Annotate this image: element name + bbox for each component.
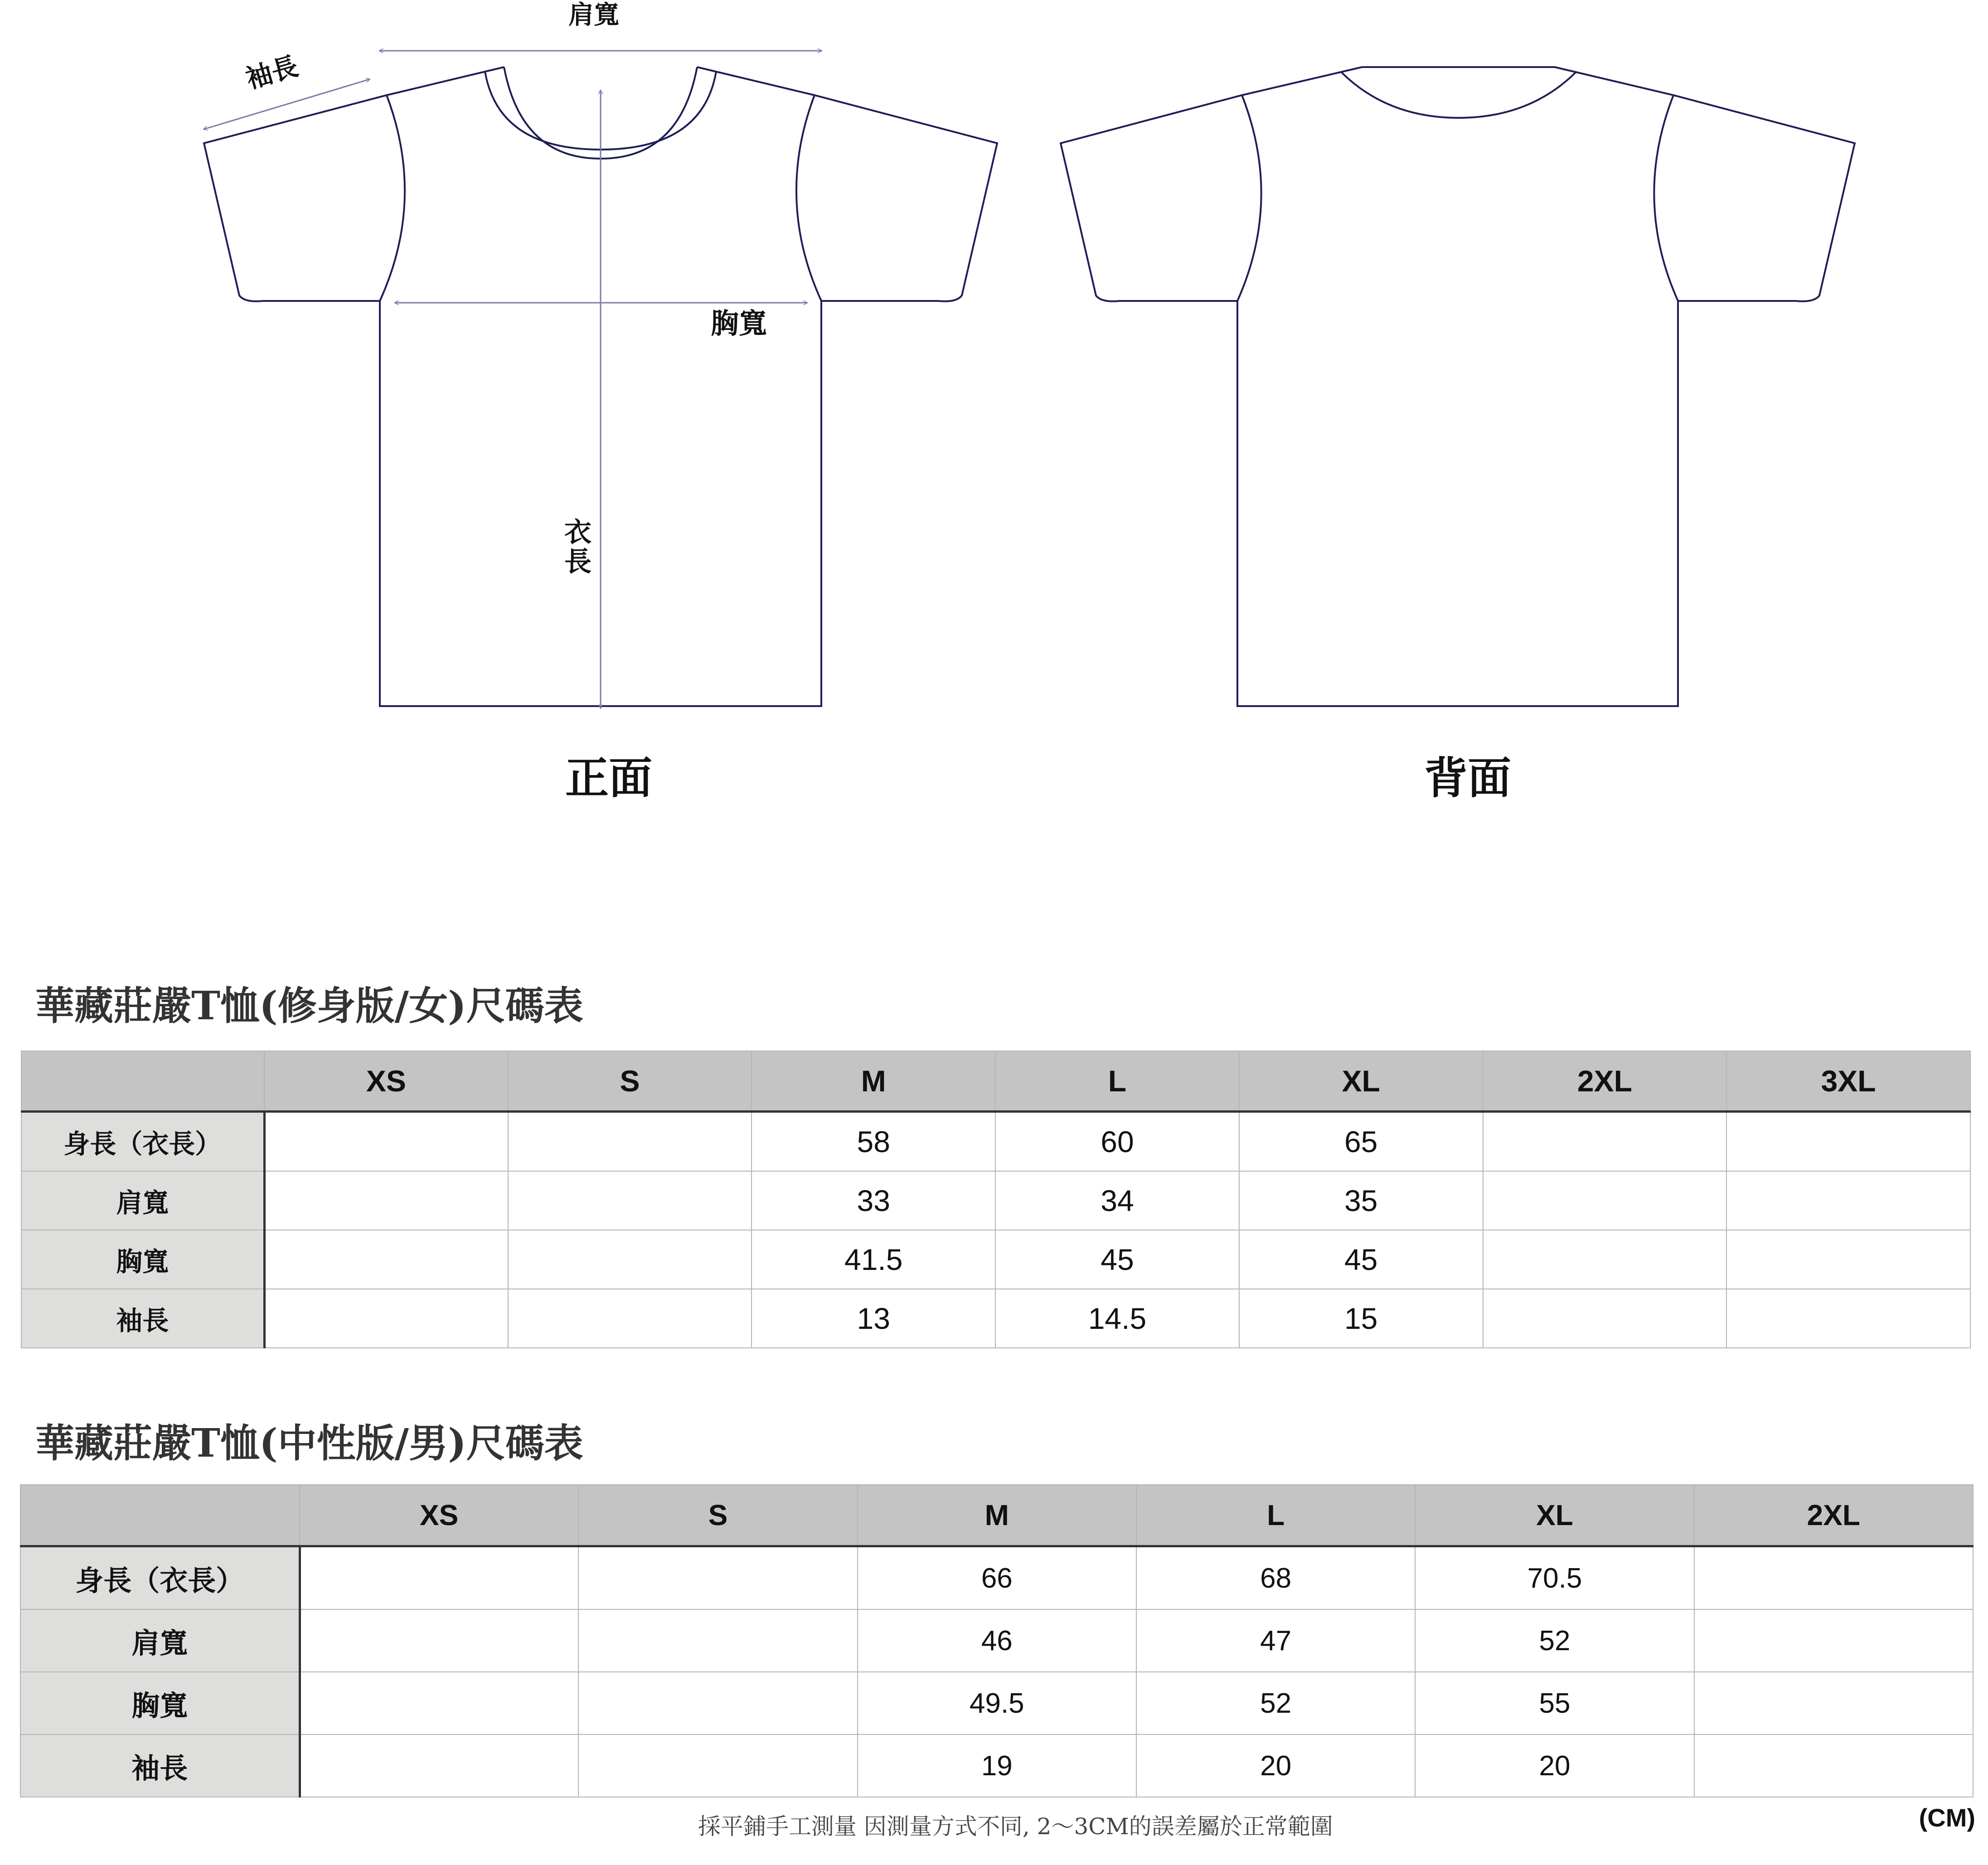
table-row: [20, 1609, 1973, 1672]
chest-label: 胸寬: [710, 307, 767, 340]
table-cell: [578, 1734, 857, 1797]
row-label: 胸寬: [21, 1230, 264, 1289]
size-header: M: [752, 1051, 995, 1112]
table-cell: [300, 1734, 578, 1797]
size-header: 2XL: [1483, 1051, 1727, 1112]
size-table-unisex: [20, 1484, 1973, 1797]
length-label-bottom: 長: [564, 546, 592, 578]
table-cell: [508, 1289, 752, 1348]
table-cell: 70.5: [1415, 1546, 1694, 1610]
table-cell: 68: [1136, 1546, 1415, 1610]
table-cell: 14.5: [995, 1289, 1239, 1348]
table-cell: [300, 1672, 578, 1734]
unit-label: (CM): [1919, 1803, 1975, 1832]
size-header: XL: [1239, 1051, 1483, 1112]
table-row: [21, 1230, 1970, 1289]
size-header: XS: [300, 1485, 578, 1546]
front-label: 正面: [565, 752, 652, 804]
size-header: L: [995, 1051, 1239, 1112]
table-cell: [1483, 1112, 1727, 1172]
tshirt-diagram: [0, 0, 1988, 861]
sleeve-label: 袖長: [242, 50, 302, 95]
back-shirt-outline: [1061, 67, 1855, 706]
size-header: S: [508, 1051, 752, 1112]
table-cell: [1694, 1609, 1973, 1672]
size-header: M: [858, 1485, 1136, 1546]
back-label: 背面: [1424, 752, 1511, 804]
table-cell: [1483, 1230, 1727, 1289]
table-cell: [264, 1112, 508, 1172]
table-row: [20, 1734, 1973, 1797]
length-label-top: 衣: [564, 517, 592, 548]
table-cell: [264, 1289, 508, 1348]
table-cell: 35: [1239, 1171, 1483, 1230]
row-label: 肩寬: [20, 1609, 300, 1672]
table-row: [21, 1112, 1970, 1172]
table-cell: [1726, 1289, 1970, 1348]
size-table-women: [21, 1051, 1971, 1348]
row-label: 袖長: [20, 1734, 300, 1797]
table-cell: [1726, 1230, 1970, 1289]
measurement-note: 採平鋪手工測量 因測量方式不同, 2～3CM的誤差屬於正常範圍: [698, 1813, 1333, 1840]
measure-arrows: [204, 51, 821, 708]
table-cell: [578, 1546, 857, 1610]
table-cell: [1694, 1546, 1973, 1610]
table-cell: 52: [1136, 1672, 1415, 1734]
table-cell: [578, 1609, 857, 1672]
table-cell: [1483, 1171, 1727, 1230]
row-label: 袖長: [21, 1289, 264, 1348]
row-label: 身長（衣長）: [20, 1546, 300, 1610]
size-header: XL: [1415, 1485, 1694, 1546]
table-cell: 19: [858, 1734, 1136, 1797]
table-cell: 13: [752, 1289, 995, 1348]
table-cell: 45: [995, 1230, 1239, 1289]
corner-cell: [21, 1051, 264, 1112]
table-cell: 66: [858, 1546, 1136, 1610]
table-cell: 52: [1415, 1609, 1694, 1672]
table-cell: 45: [1239, 1230, 1483, 1289]
table-cell: [264, 1171, 508, 1230]
table-cell: 65: [1239, 1112, 1483, 1172]
table-cell: [264, 1230, 508, 1289]
table-header-row: [21, 1051, 1970, 1112]
table-cell: [300, 1546, 578, 1610]
table-cell: 20: [1136, 1734, 1415, 1797]
table-cell: [508, 1112, 752, 1172]
table-cell: [508, 1171, 752, 1230]
row-label: 胸寬: [20, 1672, 300, 1734]
table-cell: 47: [1136, 1609, 1415, 1672]
table-row: [20, 1672, 1973, 1734]
table-row: [21, 1171, 1970, 1230]
size-header: XS: [264, 1051, 508, 1112]
row-label: 身長（衣長）: [21, 1112, 264, 1172]
size-header: L: [1136, 1485, 1415, 1546]
table-cell: [300, 1609, 578, 1672]
table1-title: 華藏莊嚴T恤(修身版/女)尺碼表: [35, 983, 583, 1029]
table-cell: 60: [995, 1112, 1239, 1172]
table-header-row: [20, 1485, 1973, 1546]
table-cell: 49.5: [858, 1672, 1136, 1734]
table-cell: [578, 1672, 857, 1734]
size-header: 3XL: [1726, 1051, 1970, 1112]
table2-title: 華藏莊嚴T恤(中性版/男)尺碼表: [35, 1420, 583, 1466]
table-row: [21, 1289, 1970, 1348]
table-row: [20, 1546, 1973, 1610]
table-cell: 34: [995, 1171, 1239, 1230]
table-cell: [1726, 1171, 1970, 1230]
table-cell: [508, 1230, 752, 1289]
size-header: S: [578, 1485, 857, 1546]
table-cell: [1483, 1289, 1727, 1348]
table-cell: 55: [1415, 1672, 1694, 1734]
corner-cell: [20, 1485, 300, 1546]
shoulder-label: 肩寬: [568, 0, 619, 30]
table-cell: 46: [858, 1609, 1136, 1672]
table-cell: 33: [752, 1171, 995, 1230]
table-cell: [1726, 1112, 1970, 1172]
table-cell: 58: [752, 1112, 995, 1172]
table-cell: 20: [1415, 1734, 1694, 1797]
size-header: 2XL: [1694, 1485, 1973, 1546]
table-cell: 15: [1239, 1289, 1483, 1348]
row-label: 肩寬: [21, 1171, 264, 1230]
table-cell: [1694, 1672, 1973, 1734]
table-cell: 41.5: [752, 1230, 995, 1289]
table-cell: [1694, 1734, 1973, 1797]
